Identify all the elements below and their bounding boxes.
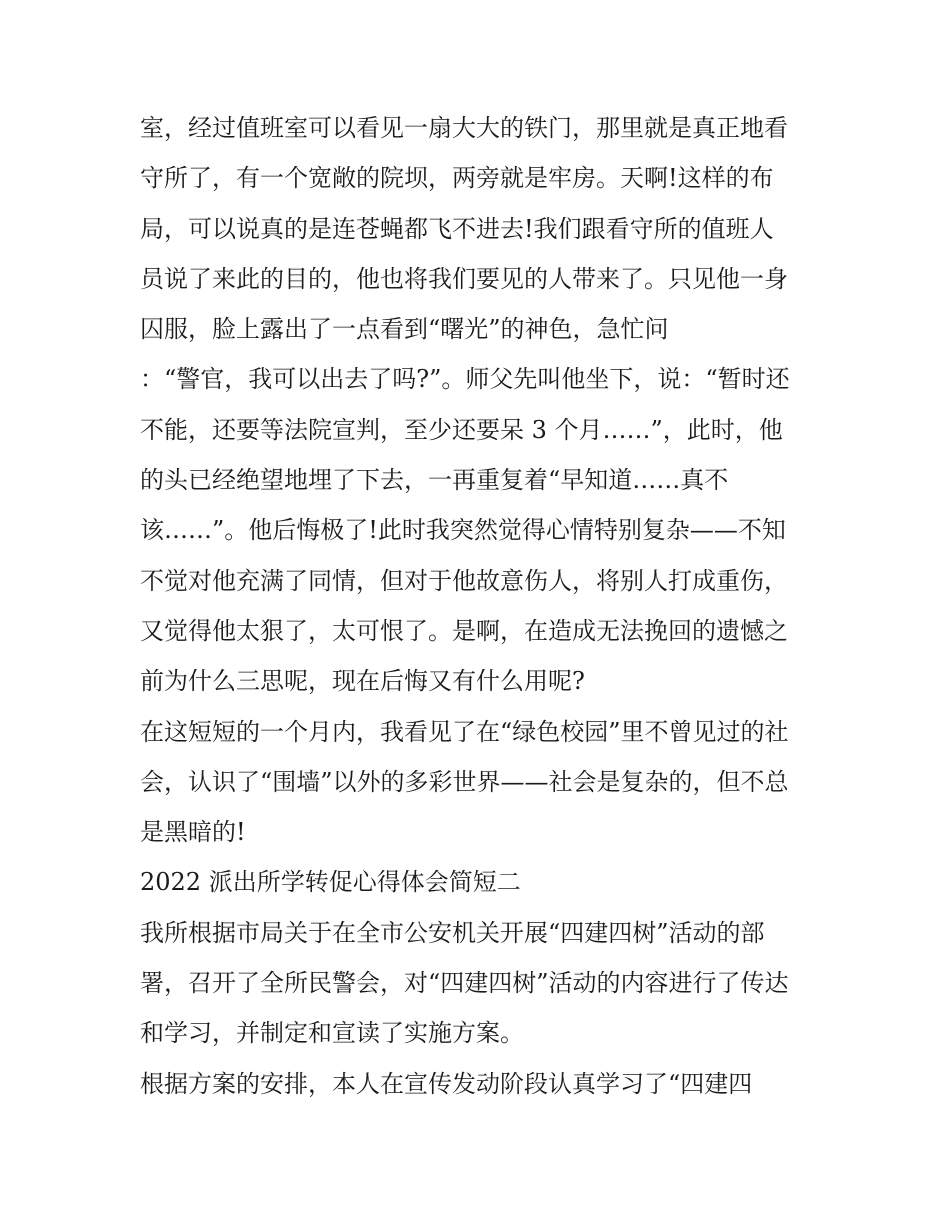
text-line: 该……”。他后悔极了!此时我突然觉得心情特别复杂——不知 [140, 516, 786, 545]
text-line: 局，可以说真的是连苍蝇都飞不进去!我们跟看守所的值班人 [140, 214, 774, 243]
text-line: 守所了，有一个宽敞的院坝，两旁就是牢房。天啊!这样的布 [140, 164, 774, 193]
text-line: 的头已经绝望地埋了下去，一再重复着“早知道……真不 [140, 466, 729, 495]
text-line: 署，召开了全所民警会，对“四建四树”活动的内容进行了传达 [140, 969, 789, 998]
text-line: 不能，还要等法院宣判，至少还要呆 3 个月……”，此时，他 [140, 415, 783, 444]
text-line: 是黑暗的! [140, 818, 246, 847]
text-line: 前为什么三思呢，现在后悔又有什么用呢? [140, 667, 585, 696]
text-line: 会，认识了“围墙”以外的多彩世界——社会是复杂的，但不总 [140, 767, 789, 796]
text-line: 员说了来此的目的，他也将我们要见的人带来了。只见他一身 [140, 264, 788, 293]
section-heading: 2022 派出所学转促心得体会简短二 [140, 868, 521, 897]
text-line: 囚服，脸上露出了一点看到“曙光”的神色，急忙问 [140, 315, 669, 344]
text-line: ：“警官，我可以出去了吗?”。师父先叫他坐下，说：“暂时还 [140, 365, 790, 394]
text-line: 不觉对他充满了同情，但对于他故意伤人，将别人打成重伤， [140, 566, 788, 595]
text-line: 又觉得他太狠了，太可恨了。是啊，在造成无法挽回的遗憾之 [140, 616, 788, 645]
text-line: 和学习，并制定和宣读了实施方案。 [140, 1019, 524, 1048]
text-line: 我所根据市局关于在全市公安机关开展“四建四树”活动的部 [140, 918, 765, 947]
text-line: 室，经过值班室可以看见一扇大大的铁门，那里就是真正地看 [140, 114, 788, 142]
document-body [140, 103, 820, 1109]
text-line: 根据方案的安排，本人在宣传发动阶段认真学习了“四建四 [140, 1069, 753, 1098]
text-line: 在这短短的一个月内，我看见了在“绿色校园”里不曾见过的社 [140, 717, 789, 746]
